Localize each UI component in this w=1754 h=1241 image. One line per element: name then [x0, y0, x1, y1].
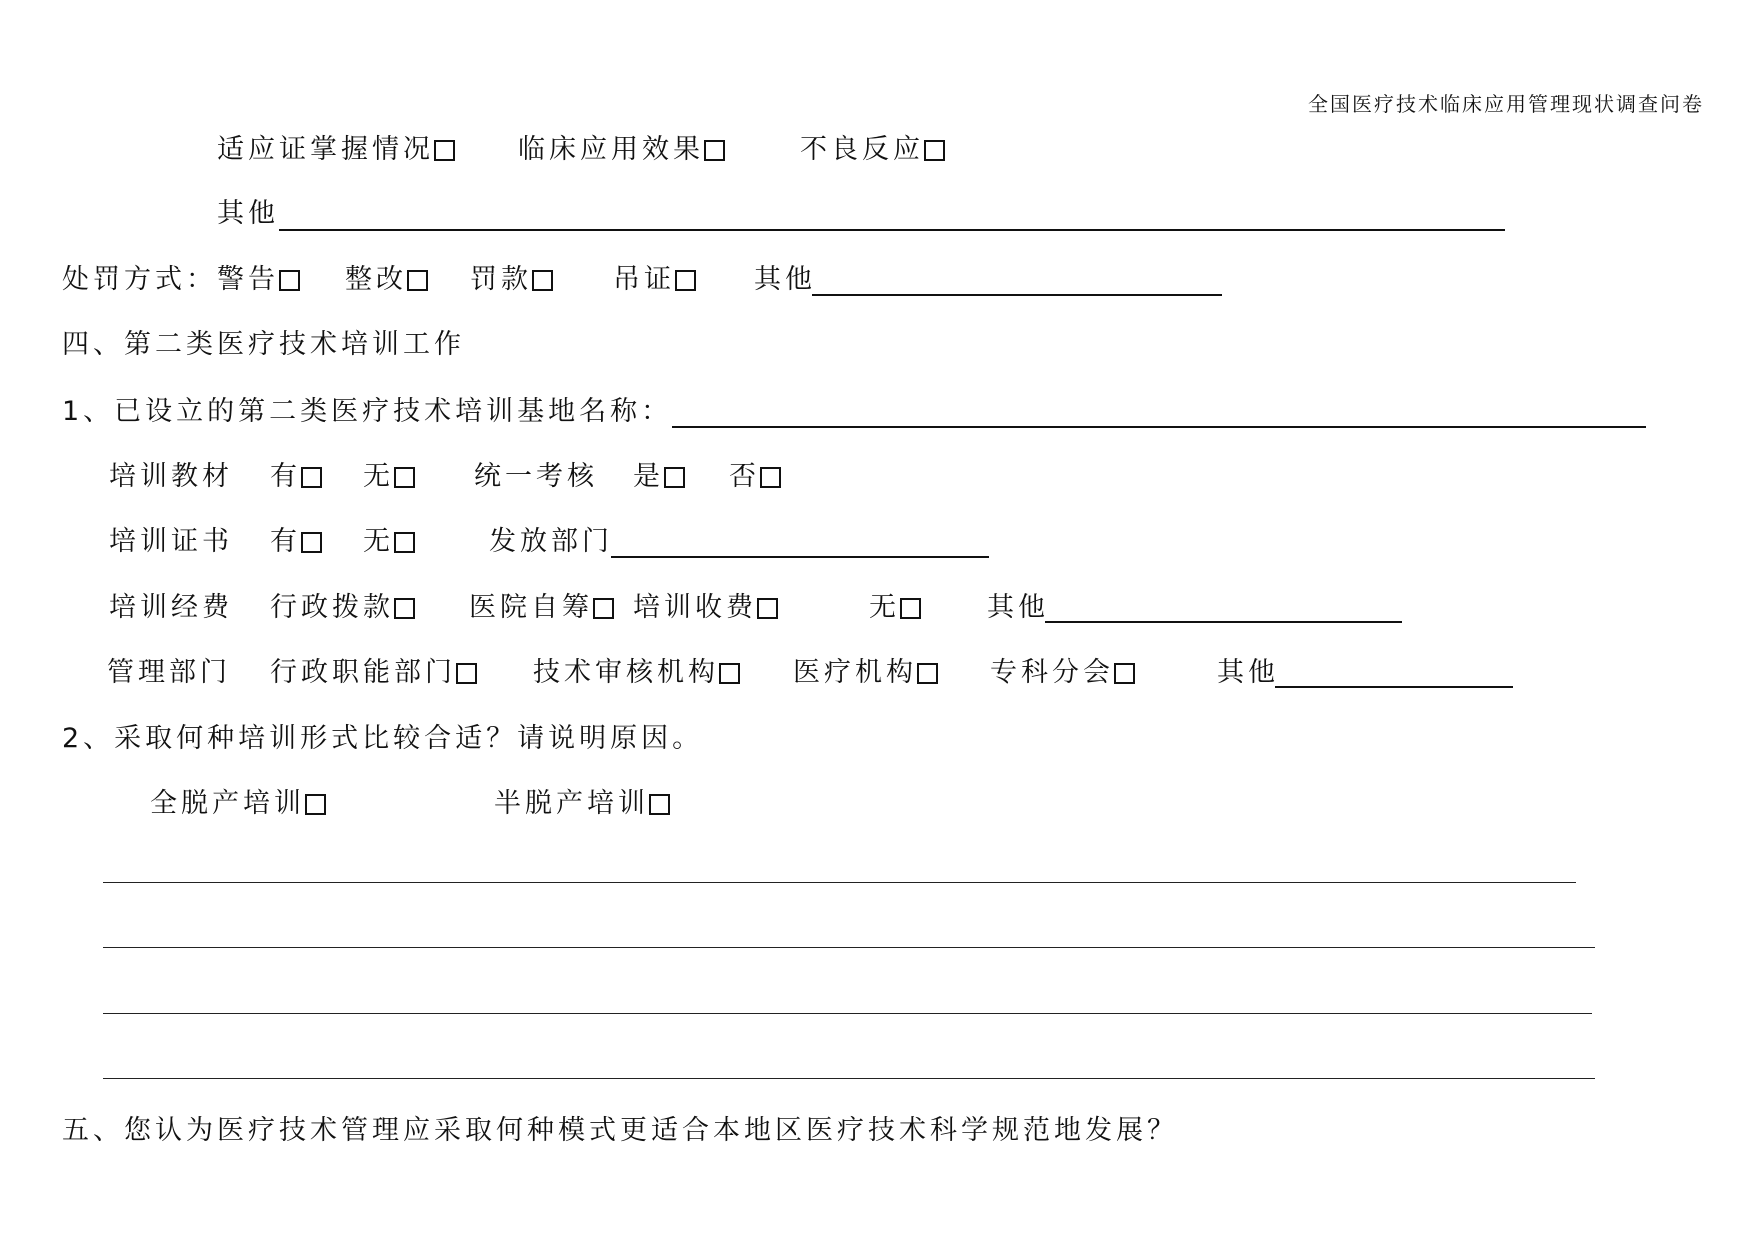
option-label: 半脱产培训	[494, 788, 649, 819]
question-1-prompt: 1、已设立的第二类医疗技术培训基地名称：	[62, 396, 673, 427]
checkbox-materials-no[interactable]	[394, 467, 415, 488]
question-2-prompt: 2、采取何种培训形式比较合适？请说明原因。	[62, 723, 704, 754]
option-clinical-effect	[518, 133, 725, 167]
checkbox-adverse-reaction[interactable]	[924, 140, 945, 161]
option-label: 无	[363, 526, 394, 557]
checkbox-indication-mastery[interactable]	[434, 140, 455, 161]
checkbox-clinical-effect[interactable]	[704, 140, 725, 161]
option-exam-yes	[633, 460, 685, 494]
option-admin-allocation	[270, 591, 415, 625]
reason-line-4[interactable]	[103, 1049, 1595, 1079]
option-label: 罚款	[470, 264, 532, 295]
penalty-label: 处罚方式：	[62, 264, 217, 295]
checkbox-specialty-branch[interactable]	[1114, 663, 1135, 684]
inspection-other-input[interactable]	[279, 201, 1505, 231]
option-label: 适应证掌握情况	[217, 134, 434, 165]
option-fine	[470, 263, 553, 297]
unified-exam-label: 统一考核	[474, 461, 598, 492]
option-label: 吊证	[613, 264, 675, 295]
option-funding-none	[869, 591, 921, 625]
option-label: 培训收费	[633, 592, 757, 623]
option-label: 否	[729, 461, 760, 492]
option-label: 技术审核机构	[533, 657, 719, 688]
reason-line-3[interactable]	[103, 984, 1592, 1014]
checkbox-technical-review-agency[interactable]	[719, 663, 740, 684]
option-label: 有	[270, 526, 301, 557]
funding-label: 培训经费	[109, 592, 233, 623]
option-materials-yes	[270, 460, 322, 494]
option-label: 全脱产培训	[150, 788, 305, 819]
option-part-time-training	[494, 787, 670, 821]
option-hospital-self-funded	[469, 591, 614, 625]
option-admin-department	[270, 656, 477, 690]
checkbox-medical-institution[interactable]	[917, 663, 938, 684]
management-label: 管理部门	[107, 657, 231, 688]
option-warning	[217, 263, 300, 297]
penalty-other-input[interactable]	[812, 266, 1222, 296]
option-materials-no	[363, 460, 415, 494]
funding-other-input[interactable]	[1045, 593, 1402, 623]
option-label: 有	[270, 461, 301, 492]
option-label: 医院自筹	[469, 592, 593, 623]
checkbox-exam-no[interactable]	[760, 467, 781, 488]
checkbox-certificate-no[interactable]	[394, 532, 415, 553]
checkbox-rectification[interactable]	[407, 270, 428, 291]
section-five-title: 五、您认为医疗技术管理应采取何种模式更适合本地区医疗技术科学规范地发展？	[62, 1115, 1178, 1146]
option-adverse-reaction	[800, 133, 945, 167]
option-label: 行政职能部门	[270, 657, 456, 688]
option-label: 行政拨款	[270, 592, 394, 623]
checkbox-exam-yes[interactable]	[664, 467, 685, 488]
option-exam-no	[729, 460, 781, 494]
option-certificate-no	[363, 525, 415, 559]
option-technical-review-agency	[533, 656, 740, 690]
checkbox-hospital-self-funded[interactable]	[593, 598, 614, 619]
checkbox-full-time-training[interactable]	[305, 794, 326, 815]
option-label: 无	[363, 461, 394, 492]
option-label: 是	[633, 461, 664, 492]
document-header-title: 全国医疗技术临床应用管理现状调查问卷	[1308, 92, 1704, 116]
management-other-label: 其他	[1217, 657, 1279, 688]
option-license-revocation	[613, 263, 696, 297]
materials-label: 培训教材	[109, 461, 233, 492]
management-other-input[interactable]	[1275, 658, 1513, 688]
checkbox-part-time-training[interactable]	[649, 794, 670, 815]
issuer-input[interactable]	[611, 528, 989, 558]
checkbox-license-revocation[interactable]	[675, 270, 696, 291]
option-medical-institution	[793, 656, 938, 690]
option-label: 无	[869, 592, 900, 623]
reason-line-1[interactable]	[103, 853, 1576, 883]
option-specialty-branch	[990, 656, 1135, 690]
penalty-other-label: 其他	[754, 264, 816, 295]
inspection-other-label: 其他	[217, 198, 279, 229]
option-label: 不良反应	[800, 134, 924, 165]
option-training-fees	[633, 591, 778, 625]
checkbox-certificate-yes[interactable]	[301, 532, 322, 553]
reason-line-2[interactable]	[103, 918, 1595, 948]
option-label: 临床应用效果	[518, 134, 704, 165]
checkbox-funding-none[interactable]	[900, 598, 921, 619]
option-indication-mastery	[217, 133, 455, 167]
funding-other-label: 其他	[987, 592, 1049, 623]
checkbox-training-fees[interactable]	[757, 598, 778, 619]
checkbox-warning[interactable]	[279, 270, 300, 291]
training-base-name-input[interactable]	[672, 398, 1646, 428]
checkbox-admin-allocation[interactable]	[394, 598, 415, 619]
checkbox-admin-department[interactable]	[456, 663, 477, 684]
checkbox-materials-yes[interactable]	[301, 467, 322, 488]
option-label: 整改	[345, 264, 407, 295]
option-label: 医疗机构	[793, 657, 917, 688]
option-rectification	[345, 263, 428, 297]
certificate-label: 培训证书	[109, 526, 233, 557]
issuer-label: 发放部门	[489, 526, 613, 557]
option-label: 警告	[217, 264, 279, 295]
checkbox-fine[interactable]	[532, 270, 553, 291]
section-four-title: 四、第二类医疗技术培训工作	[62, 329, 465, 360]
option-certificate-yes	[270, 525, 322, 559]
option-full-time-training	[150, 787, 326, 821]
option-label: 专科分会	[990, 657, 1114, 688]
